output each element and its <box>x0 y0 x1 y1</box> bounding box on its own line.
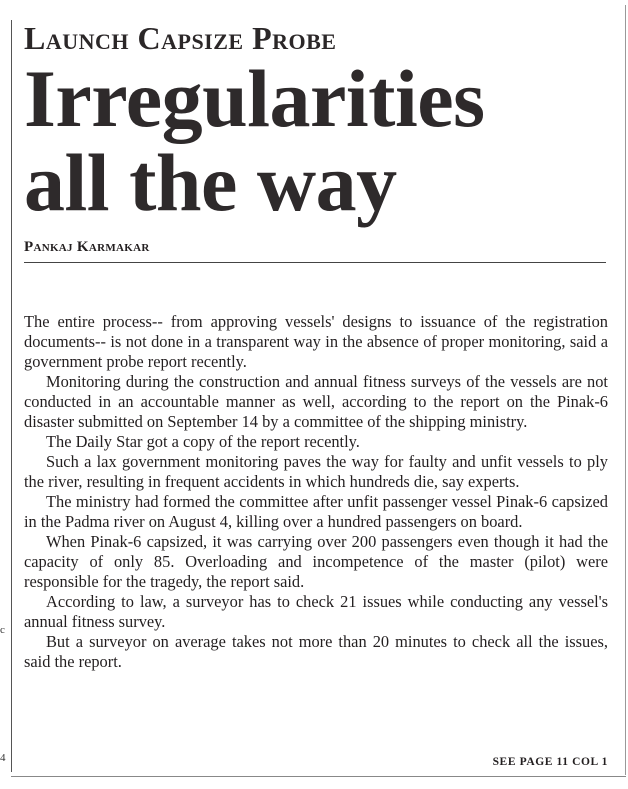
adjacent-column-fragment: 4 <box>0 752 6 764</box>
byline-divider <box>24 262 606 263</box>
continued-on-page-link[interactable]: SEE PAGE 11 COL 1 <box>492 756 608 768</box>
bottom-rule <box>11 776 626 777</box>
paragraph: The Daily Star got a copy of the report recently. <box>46 432 360 451</box>
kicker: Launch Capsize Probe <box>24 20 337 56</box>
headline-line-1: Irregularities <box>24 53 485 144</box>
byline: Pankaj Karmakar <box>24 239 150 255</box>
paragraph: According to law, a surveyor has to check 21 issues while conducting any vessel's annual fitness survey. <box>24 592 608 631</box>
paragraph: When Pinak-6 capsized, it was carrying over 200 passengers even though it had the capacity of only 85. Overloading and incompetence of the master (pilot) were responsible for the tragedy, the report said. <box>24 532 608 591</box>
paragraph: The entire process-- from approving vessels' designs to issuance of the registration documents-- is not done in a transparent way in the absence of proper monitoring, said a government probe report recently. <box>24 312 608 371</box>
headline <box>24 53 608 228</box>
paragraph: Monitoring during the construction and annual fitness surveys of the vessels are not conducted in an accountable manner as well, according to the report on the Pinak-6 disaster submitted on September 14 by a committee of the shipping ministry. <box>24 372 608 431</box>
headline-line-2: all the way <box>24 137 397 228</box>
left-column-rule <box>11 20 12 772</box>
article-body <box>24 312 608 672</box>
article-header <box>24 20 608 263</box>
paragraph: But a surveyor on average takes not more than 20 minutes to check all the issues, said the report. <box>24 632 608 671</box>
paragraph: The ministry had formed the committee after unfit passenger vessel Pinak-6 capsized in the Padma river on August 4, killing over a hundred passengers on board. <box>24 492 608 531</box>
paragraph: Such a lax government monitoring paves the way for faulty and unfit vessels to ply the river, resulting in frequent accidents in which hundreds die, say experts. <box>24 452 608 491</box>
adjacent-column-fragment: c <box>0 624 5 636</box>
right-column-rule <box>625 5 626 775</box>
